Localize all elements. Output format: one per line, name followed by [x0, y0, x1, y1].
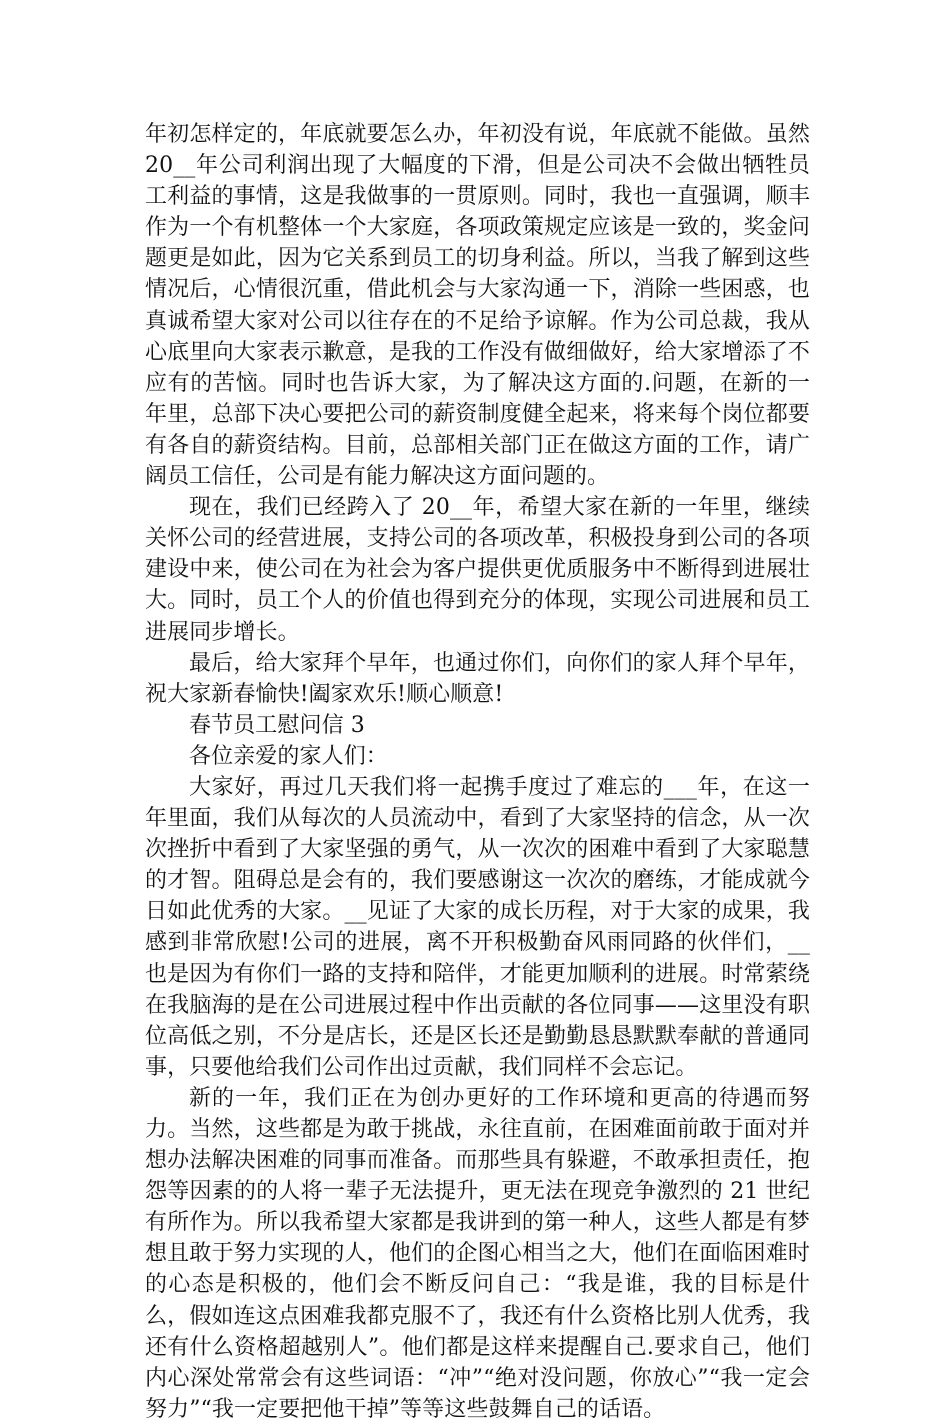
paragraph-new-year-hope: 现在，我们已经跨入了 20__年，希望大家在新的一年里，继续关怀公司的经营进展，支持公司的各项改革，积极投身到公司的各项建设中来，使公司在为社会为客户提供更优质服务中不断得到进展壮大。同时，员工个人的价值也得到充分的体现，实现公司进展和员工进展同步增长。 — [145, 495, 810, 645]
letter-salutation: 各位亲爱的家人们： — [189, 743, 388, 769]
paragraph-greetings: 最后，给大家拜个早年，也通过你们，向你们的家人拜个早年，祝大家新春愉快!阖家欢乐!顺心顺意! — [145, 650, 810, 707]
paragraph-salary-issue: 年初怎样定的，年底就要怎么办，年初没有说，年底就不能做。虽然 20__年公司利润出现了大幅度的下滑，但是公司决不会做出牺牲员工利益的事情，这是我做事的一贯原则。同时，我也一直强调，顺丰作为一个有机整体一个大家庭，各项政策规定应该是一致的，奖金问题更是如此，因为它关系到员工的切身利益。所以，当我了解到这些情况后，心情很沉重，借此机会与大家沟通一下，消除一些困惑，也真诚希望大家对公司以往存在的不足给予谅解。作为公司总裁，我从心底里向大家表示歉意，是我的工作没有做细做好，给大家增添了不应有的苦恼。同时也告诉大家，为了解决这方面的.问题，在新的一年里，总部下决心要把公司的薪资制度健全起来，将来每个岗位都要有各自的薪资结构。目前，总部相关部门正在做这方面的工作，请广阔员工信任，公司是有能力解决这方面问题的。 — [145, 122, 810, 490]
paragraph-year-review: 大家好，再过几天我们将一起携手度过了难忘的___年，在这一年里面，我们从每次的人员流动中，看到了大家坚持的信念，从一次次挫折中看到了大家坚强的勇气，从一次次的困难中看到了大家聪慧的才智。阻碍总是会有的，我们要感谢这一次次的磨练，才能成就今日如此优秀的大家。__见证了大家的成长历程，对于大家的成果，我感到非常欣慰!公司的进展，离不开积极勤奋风雨同路的伙伴们，__也是因为有你们一路的支持和陪伴，才能更加顺利的进展。时常萦绕在我脑海的是在公司进展过程中作出贡献的各位同事——这里没有职位高低之别，不分是店长，还是区长还是勤勤恳恳默默奉献的普通同事，只要他给我们公司作出过贡献，我们同样不会忘记。 — [145, 774, 810, 1080]
document-body — [145, 119, 810, 1425]
paragraph-new-year-effort: 新的一年，我们正在为创办更好的工作环境和更高的待遇而努力。当然，这些都是为敢于挑战，永往直前，在困难面前敢于面对并想办法解决困难的同事而准备。而那些具有躲避，不敢承担责任，抱怨等因素的的人将一辈子无法提升，更无法在现竞争激烈的 21 世纪有所作为。所以我希望大家都是我讲到的第一种人，这些人都是有梦想且敢于努力实现的人，他们的企图心相当之大，他们在面临困难时的心态是积极的，他们会不断反问自己：“我是谁，我的目标是什么，假如连这点困难我都克服不了，我还有什么资格比别人优秀，我还有什么资格超越别人”。他们都是这样来提醒自己.要求自己，他们内心深处常常会有这些词语：“冲”“绝对没问题，你放心”“我一定会努力”“我一定要把他干掉”等等这些鼓舞自己的话语。 — [145, 1085, 810, 1422]
letter-title: 春节员工慰问信 3 — [189, 712, 365, 738]
